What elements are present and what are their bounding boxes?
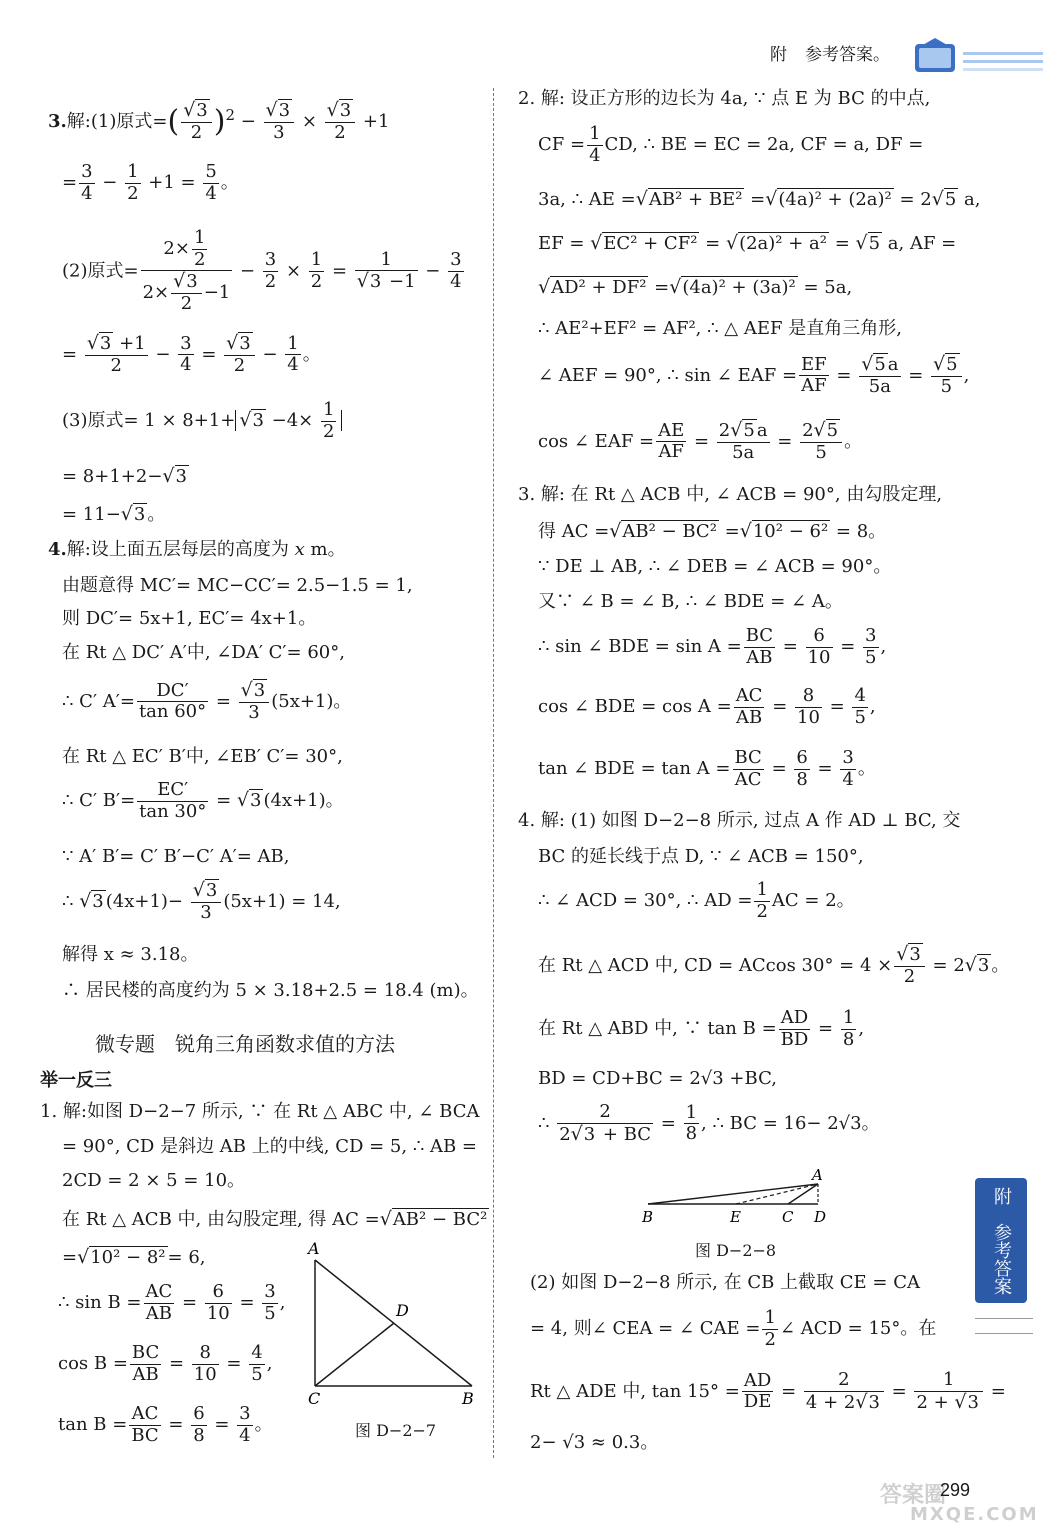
section-subhead: 举一反三 — [40, 1070, 112, 1091]
r-q4-line4-pre: 在 Rt △ ACD 中, CD = ACcos 30° = 4 × — [538, 954, 893, 976]
r-q2-line8: cos ∠ EAF = $\frac{AE}{AF}$ = $\frac{2√5 a}{5a}$ = $\frac{2√5}{5}$ 。 — [538, 419, 863, 463]
r-q2-line6: ∴ AE²+EF² = AF², ∴ △ AEF 是直角三角形, — [538, 318, 902, 339]
q3-2-prefix: (2)原式= — [62, 260, 139, 282]
q4-line11: ∴ 居民楼的高度约为 5 × 3.18+2.5 = 18.4 (m)。 — [62, 980, 479, 1001]
p1-tan-pre: tan B = — [58, 1414, 128, 1436]
r-q3-cos: cos ∠ BDE = cos A = $\frac{AC}{AB}$ = $\frac{8}{10}$ = $\frac{4}{5}$ , — [538, 685, 876, 728]
p1-line4: 在 Rt △ ACB 中, 由勾股定理, 得 AC =√AB² − BC² — [62, 1208, 488, 1230]
r-q4-2-line2-pre: = 4, 则∠ CEA = ∠ CAE = — [530, 1318, 761, 1340]
r-q3-tan: tan ∠ BDE = tan A = $\frac{BC}{AC}$ = $\frac{6}{8}$ = $\frac{3}{4}$ 。 — [538, 747, 876, 790]
q3-1-line2: = $\frac{3}{4}$ − $\frac{1}{2}$ +1 = $\frac{5}{4}$ 。 — [62, 161, 239, 204]
q3-3-line2-text: = 8+1+2− — [62, 466, 163, 487]
fig8-dashed-ae — [736, 1184, 818, 1204]
r-q3-sin: ∴ sin ∠ BDE = sin A = $\frac{BC}{AB}$ = $\frac{6}{10}$ = $\frac{3}{5}$ , — [538, 625, 887, 668]
p1-sin: ∴ sin B = $\frac{AC}{AB}$ = $\frac{6}{10}$ = $\frac{3}{5}$ , — [58, 1281, 286, 1324]
q3-3-line1: (3)原式= 1 × 8+1+ √3 −4× $\frac{1}{2}$ — [62, 400, 342, 442]
q3-number: 3. — [48, 110, 67, 132]
r-q2-line2: CF = $\frac{1}{4}$ CD, ∴ BE = EC = 2a, CF = a, DF = — [538, 123, 924, 166]
fig7-label-b: B — [462, 1389, 474, 1408]
r-q4-2-line2: = 4, 则∠ CEA = ∠ CAE = $\frac{1}{2}$ ∠ ACD = 15°。在 — [530, 1307, 937, 1350]
watermark-line2: MXQE.COM — [910, 1504, 1039, 1525]
figure-d-2-7 — [300, 1236, 485, 1411]
r-q4-2-line3: Rt △ ADE 中, tan 15° = $\frac{AD}{DE}$ = $\frac{2}{4 + 2√3}$ = $\frac{1}{2 + √3}$ = — [530, 1369, 1006, 1413]
q3-3-line2: = 8+1+2−√3 — [62, 465, 187, 487]
p1-tan: tan B = $\frac{AC}{BC}$ = $\frac{6}{8}$ = $\frac{3}{4}$ 。 — [58, 1403, 273, 1446]
appendix-side-tab[interactable]: 附 参考答案 — [975, 1178, 1027, 1303]
q4-line5: ∴ C′ A′= $\frac{DC'}{\tan 60^\circ}$ = $\frac{√3}{3}$ (5x+1)。 — [62, 679, 352, 723]
r-q2-line4-pre: EF = — [538, 233, 585, 254]
column-divider — [493, 88, 494, 1458]
q4-line6: 在 Rt △ EC′ B′中, ∠EB′ C′= 30°, — [62, 746, 343, 767]
fig7-label-a: A — [308, 1239, 320, 1258]
p1-line3: 2CD = 2 × 5 = 10。 — [62, 1170, 246, 1191]
p1-cos: cos B = $\frac{BC}{AB}$ = $\frac{8}{10}$ = $\frac{4}{5}$ , — [58, 1342, 273, 1385]
q4-line1-text: 解:设上面五层每层的高度为 — [66, 539, 289, 560]
p1-line5-post: = 6, — [167, 1247, 206, 1268]
q3-3-prefix: (3)原式= 1 × 8+1+ — [62, 410, 236, 432]
r-q4-line6: BD = CD+BC = 2√3 +BC, — [538, 1068, 777, 1089]
fig7-median-cd — [315, 1323, 394, 1386]
q4-unit: m。 — [310, 539, 346, 560]
q3-1-line1: 3.解:(1)原式=( $\frac{√3}{2}$ )$^2$ − $\frac{√3}{3}$ × $\frac{√3}{2}$ +1 — [48, 99, 390, 143]
header-answers: 参考答案 — [805, 45, 873, 65]
r-q4-line5-pre: 在 Rt △ ABD 中, ∵ tan B = — [538, 1018, 777, 1040]
page-header — [770, 40, 890, 65]
q4-line4: 在 Rt △ DC′ A′中, ∠DA′ C′= 60°, — [62, 642, 345, 663]
r-q4-line3: ∴ ∠ ACD = 30°, ∴ AD = $\frac{1}{2}$ AC = 2。 — [538, 879, 855, 922]
q3-3-line3-text: = 11− — [62, 504, 121, 525]
r-q2-line3: 3a, ∴ AE =√AB² + BE² =√(4a)² + (2a)² = 2√5 a, — [538, 188, 981, 210]
q4-line3: 则 DC′= 5x+1, EC′= 4x+1。 — [62, 608, 317, 629]
header-dot: 。 — [873, 45, 890, 65]
q3-1-prefix: (1)原式= — [90, 110, 168, 132]
p1-line5: =√10² − 8² = 6, — [62, 1246, 206, 1268]
fig8-label-e: E — [730, 1208, 741, 1226]
q4-line5-pre: ∴ C′ A′= — [62, 690, 135, 712]
fig8-label-b: B — [642, 1208, 654, 1226]
r-q3-line2: 得 AC =√AB² − BC² =√10² − 6² = 8。 — [538, 520, 887, 542]
page-number: 299 — [940, 1480, 971, 1500]
q3-2-line1: (2)原式= 2× $\frac{1}{2}$ 2× $\frac{√3}{2}$ −1 − $\frac{3}{2}$ × $\frac{1}{2}$ = $\frac{1}{√3 -1}$ − $\frac{3}{4}$ — [62, 227, 462, 315]
p1-sin-pre: ∴ sin B = — [58, 1292, 142, 1314]
r-q2-line8-pre: cos ∠ EAF = — [538, 430, 655, 452]
q3-2-line2: = $\frac{√3 +1}{2}$ − $\frac{3}{4}$ = $\frac{√3}{2}$ − $\frac{1}{4}$ 。 — [62, 332, 321, 376]
q4-line7-pre: ∴ C′ B′= — [62, 790, 136, 812]
eq-sign: = — [62, 172, 78, 194]
r-q3-tan-pre: tan ∠ BDE = tan A = — [538, 758, 731, 780]
r-q2-line2-post: CD, ∴ BE = EC = 2a, CF = a, DF = — [604, 134, 924, 156]
figure-d-2-8 — [640, 1164, 840, 1230]
watermark-line1: 答案圈 — [880, 1483, 947, 1508]
r-q4-line3-pre: ∴ ∠ ACD = 30°, ∴ AD = — [538, 890, 753, 912]
topic-title: 微专题 锐角三角函数求值的方法 — [95, 1032, 395, 1056]
r-q2-line7: ∠ AEF = 90°, ∴ sin ∠ EAF = $\frac{EF}{AF}$ = $\frac{√5 a}{5a}$ = $\frac{√5}{5}$ , — [538, 353, 970, 397]
r-q3-cos-pre: cos ∠ BDE = cos A = — [538, 696, 732, 718]
q4-line2: 由题意得 MC′= MC−CC′= 2.5−1.5 = 1, — [62, 575, 413, 596]
r-q3-line1: 3. 解: 在 Rt △ ACB 中, ∠ ACB = 90°, 由勾股定理, — [518, 484, 943, 505]
q4-line7: ∴ C′ B′= $\frac{EC'}{\tan 30^\circ}$ = √3 (4x+1)。 — [62, 779, 344, 822]
fig8-label-d: D — [814, 1208, 827, 1226]
r-q3-line3: ∵ DE ⊥ AB, ∴ ∠ DEB = ∠ ACB = 90°。 — [538, 556, 892, 577]
r-q4-2-line4: 2− √3 ≈ 0.3。 — [530, 1432, 659, 1453]
r-q4-line7-post: , ∴ BC = 16− 2√3。 — [701, 1112, 880, 1134]
r-q4-line7: ∴ $\frac{2}{2√3 + BC}$ = $\frac{1}{8}$ , ∴ BC = 16− 2√3。 — [538, 1101, 880, 1145]
r-q4-line1: 4. 解: (1) 如图 D−2−8 所示, 过点 A 作 AD ⊥ BC, 交 — [518, 810, 961, 831]
q4-line9: ∴ √3 (4x+1)− $\frac{√3}{3}$ (5x+1) = 14, — [62, 879, 341, 923]
p1-line1: 1. 解:如图 D−2−7 所示, ∵ 在 Rt △ ABC 中, ∠ BCA — [40, 1101, 480, 1122]
r-q2-line3-pre: 3a, ∴ AE = — [538, 189, 636, 210]
q4-line10: 解得 x ≈ 3.18。 — [62, 944, 199, 965]
fig8-label-a: A — [812, 1166, 823, 1184]
fig7-label-d: D — [396, 1301, 409, 1320]
q4-var: x — [294, 539, 305, 560]
r-q4-line2: BC 的延长线于点 D, ∵ ∠ ACB = 150°, — [538, 846, 864, 867]
q3-3-line3: = 11−√3 。 — [62, 503, 166, 525]
q4-line9-pre: ∴ — [62, 890, 74, 912]
fig7-caption: 图 D−2−7 — [355, 1421, 437, 1440]
r-q4-line3-post: AC = 2。 — [771, 890, 855, 912]
r-q2-line7-pre: ∠ AEF = 90°, ∴ sin ∠ EAF = — [538, 364, 798, 386]
q4-line1: 4.解:设上面五层每层的高度为 x m。 — [48, 539, 346, 560]
q4-line8: ∵ A′ B′= C′ B′−C′ A′= AB, — [62, 846, 290, 867]
r-q3-line2-pre: 得 AC = — [538, 521, 610, 542]
p1-cos-pre: cos B = — [58, 1353, 128, 1375]
p1-line2: = 90°, CD 是斜边 AB 上的中线, CD = 5, ∴ AB = — [62, 1136, 478, 1157]
fig8-label-c: C — [782, 1208, 794, 1226]
p1-line4-pre: 在 Rt △ ACB 中, 由勾股定理, 得 AC = — [62, 1209, 380, 1230]
r-q4-2-line3-pre: Rt △ ADE 中, tan 15° = — [530, 1380, 740, 1402]
fig7-label-c: C — [308, 1389, 321, 1408]
r-q4-line4: 在 Rt △ ACD 中, CD = ACcos 30° = 4 × $\frac{√3}{2}$ = 2√3 。 — [538, 943, 1010, 987]
fig8-caption: 图 D−2−8 — [695, 1241, 777, 1260]
header-appendix: 附 — [770, 45, 787, 65]
book-logo-icon — [905, 30, 1045, 80]
r-q4-2-line2-post: ∠ ACD = 15°。在 — [779, 1318, 937, 1340]
r-q3-line4: 又∵ ∠ B = ∠ B, ∴ ∠ BDE = ∠ A。 — [538, 591, 843, 612]
r-q4-line5: 在 Rt △ ABD 中, ∵ tan B = $\frac{AD}{BD}$ = $\frac{1}{8}$ , — [538, 1007, 865, 1050]
q3-solve: 解: — [66, 110, 91, 132]
r-q4-2-line1: (2) 如图 D−2−8 所示, 在 CB 上截取 CE = CA — [530, 1272, 920, 1293]
r-q3-sin-pre: ∴ sin ∠ BDE = sin A = — [538, 636, 742, 658]
r-q2-line4: EF = √EC² + CF² = √(2a)² + a² = √5 a, AF = — [538, 232, 957, 254]
r-q2-line5: √AD² + DF² =√(4a)² + (3a)² = 5a, — [538, 276, 853, 298]
r-q2-line1: 2. 解: 设正方形的边长为 4a, ∵ 点 E 为 BC 的中点, — [518, 88, 931, 109]
r-q4-line7-pre: ∴ — [538, 1112, 550, 1134]
tab-decoration — [975, 1318, 1033, 1334]
r-q2-line2-pre: CF = — [538, 134, 586, 156]
